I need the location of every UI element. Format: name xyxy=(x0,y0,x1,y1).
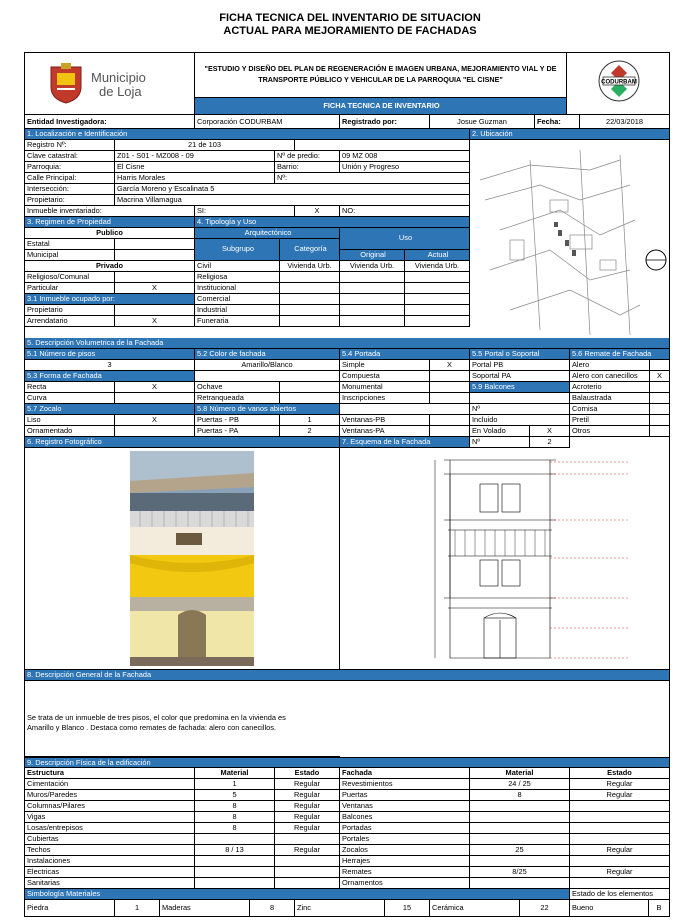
propietario-occ-label: Propietario xyxy=(25,305,115,316)
forma-retranqueada-label: Retranqueada xyxy=(195,393,280,404)
estructura-material xyxy=(195,856,275,867)
estado-header: Estado xyxy=(275,768,340,779)
estructura-estado xyxy=(275,867,340,878)
portada-compuesta-label: Compuesta xyxy=(340,371,430,382)
inventariado-label: Inmueble inventariado: xyxy=(25,206,195,217)
si-value: X xyxy=(295,206,340,217)
estructura-estado: Regular xyxy=(275,823,340,834)
portal-title: 5.5 Portal o Soportal xyxy=(470,349,570,360)
pisos-title: 5.1 Número de pisos xyxy=(25,349,195,360)
si-label: SI: xyxy=(195,206,295,217)
estructura-estado: Regular xyxy=(275,801,340,812)
estructura-item: Instalaciones xyxy=(25,856,195,867)
section-7-title: 7. Esquema de la Fachada xyxy=(340,437,470,448)
tipologia-categoria xyxy=(280,272,340,283)
particular-label: Particular xyxy=(25,283,115,294)
portada-title: 5.4 Portada xyxy=(340,349,470,360)
color-title: 5.2 Color de fachada xyxy=(195,349,340,360)
estado-elementos-title: Estado de los elementos xyxy=(570,889,669,900)
section-4-title: 4. Tipología y Uso xyxy=(195,217,470,228)
remate-mark xyxy=(650,404,669,415)
registro-empty xyxy=(295,140,470,151)
photo-area xyxy=(25,448,340,670)
remate-label: Balaustrada xyxy=(570,393,650,404)
arquitectonico-header: Arquitectónico xyxy=(195,228,340,239)
religioso-label: Religioso/Comunal xyxy=(25,272,115,283)
section-6-title: 6. Registro Fotográfico xyxy=(25,437,340,448)
tipologia-subgrupo: Institucional xyxy=(195,283,280,294)
inventory-sheet xyxy=(24,52,670,917)
fachada-item: Portales xyxy=(340,834,470,845)
zocalo-title: 5.7 Zocalo xyxy=(25,404,195,415)
forma-retranqueada-mark xyxy=(280,393,340,404)
remate-label: Cornisa xyxy=(570,404,650,415)
estructura-item: Cimentación xyxy=(25,779,195,790)
ventanas-pa-label: Ventanas-PA xyxy=(340,426,430,437)
fachada-material xyxy=(470,834,570,845)
estructura-item: Vigas xyxy=(25,812,195,823)
portada-inscripciones-mark xyxy=(430,393,470,404)
predio-value: 09 MZ 008 xyxy=(340,151,470,162)
logo-text-loja: de Loja xyxy=(99,84,142,99)
fachada-material: 8 xyxy=(470,790,570,801)
municipal-mark xyxy=(115,250,195,261)
estatal-mark xyxy=(115,239,195,250)
section-5-title: 5. Descripción Volumetrica de la Fachada xyxy=(25,338,669,349)
remate-label: Pretil xyxy=(570,415,650,426)
estructura-material: 5 xyxy=(195,790,275,801)
remate-title: 5.6 Remate de Fachada xyxy=(570,349,669,360)
clave-label: Clave catastral: xyxy=(25,151,115,162)
tipologia-original xyxy=(340,305,405,316)
fachada-material xyxy=(470,823,570,834)
remate-mark xyxy=(650,360,669,371)
tipologia-actual xyxy=(405,305,470,316)
entidad-label: Entidad Investigadora: xyxy=(25,115,195,129)
no-label: NO: xyxy=(340,206,470,217)
estructura-material: 8 xyxy=(195,801,275,812)
remate-label: Acroterio xyxy=(570,382,650,393)
fachada-header: Fachada xyxy=(340,768,470,779)
vanos-title: 5.8 Número de vanos abiertos xyxy=(195,404,340,415)
section-2-title: 2. Ubicación xyxy=(470,129,669,140)
fachada-material: 25 xyxy=(470,845,570,856)
remate-label: Alero xyxy=(570,360,650,371)
tipologia-actual: Vivienda Urb. xyxy=(405,261,470,272)
tipologia-original xyxy=(340,294,405,305)
section-9-title: 9. Descripción Física de la edificación xyxy=(25,757,669,768)
parroquia-label: Parroquia: xyxy=(25,162,115,173)
balcon-volado-mark: X xyxy=(530,426,570,437)
estructura-estado: Regular xyxy=(275,845,340,856)
propietario-label: Propietario: xyxy=(25,195,115,206)
estructura-estado xyxy=(275,878,340,889)
uso-header: Uso xyxy=(340,228,470,250)
simbologia-title: Simbología Materiales xyxy=(25,889,570,900)
fachada-estado: Regular xyxy=(570,779,669,790)
estructura-item: Techos xyxy=(25,845,195,856)
estructura-item: Cubiertas xyxy=(25,834,195,845)
logo-text-municipio: Municipio xyxy=(91,70,146,85)
numero-label: Nº: xyxy=(275,173,470,184)
estado2-header: Estado xyxy=(570,768,669,779)
location-map xyxy=(470,140,669,342)
fachada-item: Ventanas xyxy=(340,801,470,812)
forma-recta-mark: X xyxy=(115,382,195,393)
arrendatario-mark: X xyxy=(115,316,195,327)
fachada-item: Revestimientos xyxy=(340,779,470,790)
portada-simple-label: Simple xyxy=(340,360,430,371)
estructura-material xyxy=(195,878,275,889)
pisos-value: 3 xyxy=(25,360,195,371)
particular-mark: X xyxy=(115,283,195,294)
estructura-item: Sanitarias xyxy=(25,878,195,889)
zocalo-liso-label: Liso xyxy=(25,415,115,426)
portada-blank xyxy=(340,404,470,415)
entidad-value: Corporación CODURBAM xyxy=(195,115,340,129)
simbologia-code: 8 xyxy=(250,900,295,916)
estructura-estado xyxy=(275,834,340,845)
section-3-1-title: 3.1 Inmueble ocupado por: xyxy=(25,294,195,305)
estructura-material: 1 xyxy=(195,779,275,790)
fachada-estado: Regular xyxy=(570,867,669,878)
color-value: Amarillo/Blanco xyxy=(195,360,340,371)
section-1-title: 1. Localización e Identificación xyxy=(25,129,470,140)
balcon-n2-value: 2 xyxy=(530,437,570,448)
tipologia-original xyxy=(340,283,405,294)
forma-curva-label: Curva xyxy=(25,393,115,404)
registrado-label: Registrado por: xyxy=(340,115,430,129)
tipologia-categoria: Vivienda Urb. xyxy=(280,261,340,272)
forma-ochave-label: Ochave xyxy=(195,382,280,393)
portada-monumental-label: Monumental xyxy=(340,382,430,393)
tipologia-categoria xyxy=(280,316,340,327)
codurbam-logo-icon xyxy=(597,59,641,106)
fachada-estado xyxy=(570,834,669,845)
predio-label: Nº de predio: xyxy=(275,151,340,162)
fecha-value: 22/03/2018 xyxy=(580,115,669,129)
publico-header: Publico xyxy=(25,228,195,239)
section-8-title: 8. Descripción General de la Fachada xyxy=(25,670,669,681)
simbologia-label: Piedra xyxy=(25,900,115,916)
municipality-logo-cell xyxy=(25,53,195,115)
municipal-label: Municipal xyxy=(25,250,115,261)
barrio-label: Barrio: xyxy=(275,162,340,173)
estructura-material: 8 / 13 xyxy=(195,845,275,856)
balcon-n-label: Nº xyxy=(470,404,570,415)
facade-photo xyxy=(130,451,254,666)
estructura-header: Estructura xyxy=(25,768,195,779)
portada-simple-mark: X xyxy=(430,360,470,371)
loja-coat-of-arms-icon xyxy=(47,61,85,105)
fachada-material: 24 / 25 xyxy=(470,779,570,790)
original-header: Original xyxy=(340,250,405,261)
subgrupo-header: Subgrupo xyxy=(195,239,280,261)
categoria-header: Categoría xyxy=(280,239,340,261)
estructura-material xyxy=(195,867,275,878)
tipologia-subgrupo: Religiosa xyxy=(195,272,280,283)
fachada-item: Balcones xyxy=(340,812,470,823)
zocalo-liso-mark: X xyxy=(115,415,195,426)
fachada-estado xyxy=(570,812,669,823)
balcones-title: 5.9 Balcones xyxy=(470,382,570,393)
fachada-estado: Regular xyxy=(570,790,669,801)
simbologia-code: 15 xyxy=(385,900,430,916)
fachada-material xyxy=(470,856,570,867)
tipologia-original xyxy=(340,316,405,327)
clave-value: Z01 - S01 - MZ008 - 09 xyxy=(115,151,275,162)
description-line1: Se trata de un inmueble de tres pisos, el color que predomina en la vivienda es xyxy=(27,713,286,722)
tipologia-categoria xyxy=(280,283,340,294)
estado-bueno-code: B xyxy=(656,903,662,912)
fachada-estado xyxy=(570,823,669,834)
estructura-estado: Regular xyxy=(275,790,340,801)
tipologia-categoria xyxy=(280,305,340,316)
portada-monumental-mark xyxy=(430,382,470,393)
tipologia-subgrupo: Civil xyxy=(195,261,280,272)
material-header: Material xyxy=(195,768,275,779)
interseccion-value: García Moreno y Escalinata 5 xyxy=(115,184,470,195)
remate-mark xyxy=(650,415,669,426)
puertas-pa-label: Puertas - PA xyxy=(195,426,280,437)
fachada-material xyxy=(470,878,570,889)
balcon-volado-label: En Volado xyxy=(470,426,530,437)
fachada-material: 8/25 xyxy=(470,867,570,878)
fachada-item: Portadas xyxy=(340,823,470,834)
registrado-value: Josue Guzman xyxy=(430,115,535,129)
parroquia-value: El Cisne xyxy=(115,162,275,173)
tipologia-original: Vivienda Urb. xyxy=(340,261,405,272)
portada-inscripciones-label: Inscripciones xyxy=(340,393,430,404)
estructura-material: 8 xyxy=(195,812,275,823)
project-title-line2: TRANSPORTE PÚBLICO Y VEHICULAR DE LA PARROQUIA "EL CISNE" xyxy=(258,75,503,84)
fachada-estado xyxy=(570,878,669,889)
fachada-item: Remates xyxy=(340,867,470,878)
project-title xyxy=(195,53,567,98)
general-description xyxy=(25,681,340,757)
zocalo-ornamentado-mark xyxy=(115,426,195,437)
document-title-line2: ACTUAL PARA MEJORAMIENTO DE FACHADAS xyxy=(223,25,477,37)
estructura-estado: Regular xyxy=(275,812,340,823)
tipologia-categoria xyxy=(280,294,340,305)
ventanas-pb-value xyxy=(430,415,470,426)
project-title-line1: "ESTUDIO Y DISEÑO DEL PLAN DE REGENERACIÓN E IMAGEN URBANA, MEJORAMIENTO VIAL Y DE xyxy=(204,64,557,73)
registro-label: Registro Nº: xyxy=(25,140,115,151)
actual-header: Actual xyxy=(405,250,470,261)
tipologia-original xyxy=(340,272,405,283)
band-ficha-tecnica: FICHA TECNICA DE INVENTARIO xyxy=(195,98,567,115)
section-3-title: 3. Regimen de Propiedad xyxy=(25,217,195,228)
fachada-estado xyxy=(570,801,669,812)
simbologia-code: 22 xyxy=(520,900,570,916)
remate-mark: X xyxy=(650,371,669,382)
estructura-material: 8 xyxy=(195,823,275,834)
barrio-value: Unión y Progreso xyxy=(340,162,470,173)
facade-elevation-drawing xyxy=(340,448,669,670)
remate-label: Alero con canecillos xyxy=(570,371,650,382)
tipologia-actual xyxy=(405,283,470,294)
fachada-item: Puertas xyxy=(340,790,470,801)
fachada-estado xyxy=(570,856,669,867)
propietario-value: Macrina Villamagua xyxy=(115,195,470,206)
estructura-item: Electricas xyxy=(25,867,195,878)
puertas-pb-value: 1 xyxy=(280,415,340,426)
fachada-item: Ornamentos xyxy=(340,878,470,889)
remate-mark xyxy=(650,426,669,437)
balcones-blank xyxy=(470,393,570,404)
estructura-estado xyxy=(275,856,340,867)
estructura-material xyxy=(195,834,275,845)
simbologia-label: Zinc xyxy=(295,900,385,916)
propietario-occ-mark xyxy=(115,305,195,316)
forma-ochave-mark xyxy=(280,382,340,393)
ventanas-pa-value xyxy=(430,426,470,437)
forma-curva-mark xyxy=(115,393,195,404)
balcon-n2-label: Nº xyxy=(470,437,530,448)
tipologia-subgrupo: Industrial xyxy=(195,305,280,316)
estatal-label: Estatal xyxy=(25,239,115,250)
tipologia-actual xyxy=(405,272,470,283)
description-line2: Amarillo y Blanco . Destaca como remates de fachada: alero con canecillos. xyxy=(27,723,276,732)
fachada-estado: Regular xyxy=(570,845,669,856)
calle-label: Calle Principal: xyxy=(25,173,115,184)
fecha-label: Fecha: xyxy=(535,115,580,129)
fachada-item: Zocalos xyxy=(340,845,470,856)
tipologia-actual xyxy=(405,316,470,327)
fachada-material xyxy=(470,812,570,823)
zocalo-ornamentado-label: Ornamentado xyxy=(25,426,115,437)
portal-pa-label: Soportal PA xyxy=(470,371,570,382)
material2-header: Material xyxy=(470,768,570,779)
codurbam-logo-cell xyxy=(567,53,669,115)
tipologia-subgrupo: Comercial xyxy=(195,294,280,305)
remate-mark xyxy=(650,393,669,404)
estructura-item: Muros/Paredes xyxy=(25,790,195,801)
tipologia-actual xyxy=(405,294,470,305)
puertas-pa-value: 2 xyxy=(280,426,340,437)
estructura-item: Columnas/Pilares xyxy=(25,801,195,812)
fachada-item: Herrajes xyxy=(340,856,470,867)
arrendatario-label: Arrendatario xyxy=(25,316,115,327)
portal-pb-label: Portal PB xyxy=(470,360,570,371)
simbologia-code: 1 xyxy=(115,900,160,916)
portada-compuesta-mark xyxy=(430,371,470,382)
interseccion-label: Intersección: xyxy=(25,184,115,195)
tipologia-subgrupo: Funeraria xyxy=(195,316,280,327)
registro-value: 21 de 103 xyxy=(115,140,295,151)
forma-title: 5.3 Forma de Fachada xyxy=(25,371,195,382)
estructura-item: Losas/entrepisos xyxy=(25,823,195,834)
privado-header: Privado xyxy=(25,261,195,272)
calle-value: Harris Morales xyxy=(115,173,275,184)
document-title-line1: FICHA TECNICA DEL INVENTARIO DE SITUACION xyxy=(219,12,481,24)
balcon-incluido-label: Incluido xyxy=(470,415,570,426)
religioso-mark xyxy=(115,272,195,283)
fachada-material xyxy=(470,801,570,812)
forma-recta-label: Recta xyxy=(25,382,115,393)
remate-label: Otros xyxy=(570,426,650,437)
puertas-pb-label: Puertas - PB xyxy=(195,415,280,426)
simbologia-label: Cerámica xyxy=(430,900,520,916)
forma-blank xyxy=(195,371,340,382)
svg-text:CODURBAM: CODURBAM xyxy=(601,79,637,86)
ventanas-pb-label: Ventanas-PB xyxy=(340,415,430,426)
simbologia-label: Maderas xyxy=(160,900,250,916)
estructura-estado: Regular xyxy=(275,779,340,790)
remate-mark xyxy=(650,382,669,393)
estado-bueno-label: Bueno xyxy=(570,900,649,916)
